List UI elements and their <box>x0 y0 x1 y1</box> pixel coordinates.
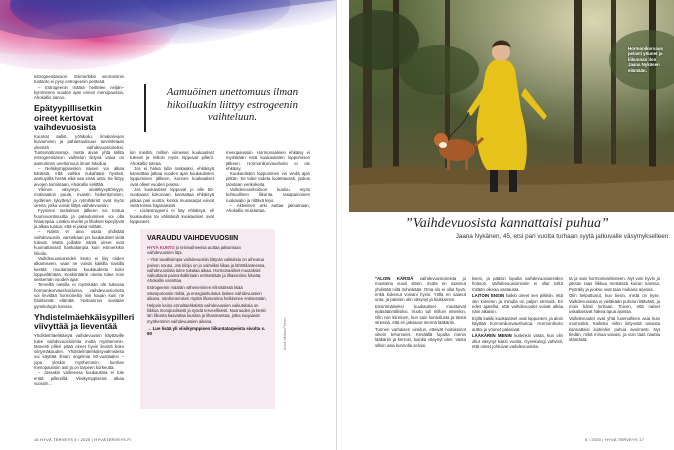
paragraph: – Jossakin vaiheessa kuukautisia ei tule enää pillereillä. Viisikymppisenä alkaa vuosiiin… <box>34 370 124 386</box>
paragraph <box>472 276 563 292</box>
photo-credit: Kuva: Miikka Pirinen <box>283 317 287 350</box>
paragraph-text: Ensimmäiseksi kuukautiset muuttuivat epäsäännöllisiksi. Vuoto tuli milloin mitenkin. Olin niin kiireinen, kun sain kuntoilusta ja töistä stressiä, että en jaksanut mennä lääkäriin. <box>375 303 466 325</box>
paragraph: Jos kuukautiset loppuvat jo alle 50-vuotiaana kokonaan, kannattaa ehkäisyä jatkaa pari vuotta, koska munasarjat voivat vielä toimia hajanaisesti. <box>130 187 214 208</box>
right-column-1 <box>375 276 466 349</box>
paragraph <box>375 304 466 325</box>
paragraph <box>569 276 660 292</box>
pull-quote: Aamuöinen unettomuus ilman hikoiluakin liittyy estrogeenin vaihteluun. <box>166 86 299 123</box>
paragraph-text: Eiyllä kaikki kuukautiset ovat loppuneet, ja aloin käyttää hormonikorvaushoitoa. Hormonihoito auttoi ja yöunet palasivat. <box>472 316 563 332</box>
paragraph-text: kseni, ja pääsin lopulta vaihdevuosioireiden hoitoon. Vaihdevuosioireisiin ei ollut tullut mitään oikeaa vastausta. <box>472 276 563 292</box>
paragraph-text: Tunnen varhaisen oireilun, etteivät hoitokeinot oikein tehonneet. Keväällä lopulta menin lääkäriin ja kerroin, kuinka väsynyt olen. Vasta silloin asia kunnolla selvisi. <box>375 326 466 348</box>
lead-in: ”ALOIN KÄRSIÄ <box>375 276 414 281</box>
pullquote-rule <box>144 84 146 132</box>
photo-caption: Hormonikorvaus pelasti yöunet ja liikunnan ilon Jaana Nykäsen elämään. <box>628 46 663 73</box>
paragraph: Kuukautisten loppuminen voi viedä ajan pitkän. Se tulee todeta luotettavasti, joskus tarvitaan verikokeita. <box>226 171 310 187</box>
paragraph: Kuumat aallot, yöhikoilu, limakalvojen kuivuminen ja pahantuulisuus tunnistetaan yleensä vaihdevuosioireiksi. Tuntemattomampi, mutta aivan yhtä tallita estrogeenitason vaihtelun liittyvä vaiva on aamuöinen unettomuus ilman hikoilua. <box>34 134 124 166</box>
paragraph-text: Vaihdevuodet ovat yhtä luonnollinen asia kuin murrosikä. Kaikista niihin liittyvistä asioista kannattaisi kuitenkin puhua avoimesti. Nyt tiedän, mikä minua vaivasi, ja voin taas nauttia elämästä. <box>569 316 660 343</box>
fact-box-paragraph: – Yksi tavallisimpia vaihdevuosiin liittyviä valituksia on aiheutua painon nousu. Jos kiloja on jo valmiiksi liikaa ja lähtötilanteessa, vaihdevuosista tulee tukalaa aikaa. Hormonaaliset muutokset vaikuttavat painonhallintaan entisestään ja lihasvoima häviää, Ahokallio varoittaa. <box>147 257 266 284</box>
body-column-2 <box>130 150 214 224</box>
right-column-3 <box>569 276 660 344</box>
article-headline: ”Vaihdevuosista kannattaisi puhua” <box>405 216 609 231</box>
paragraph <box>472 333 563 349</box>
article-subhead: Jaana Nykänen, 45, etsi pari vuotta turhaan syytä jatkuvalle väsymykselleen. <box>455 233 670 240</box>
paragraph: – Estrogeenin määrä heittelee neljän–kymmenen vuoden ajan ennen menopaussia, Ahokallio sanoo. <box>34 84 124 101</box>
paragraph: Yhdistelmäehkäisyä vaihdevuosiin käyttäville tulee vaihdevuosioireita mutta myöhemmin. Monesti pilleri pitää oireet hyvin lievinä koko siirtymäkauden. Yhdistelmäehkäisyvalmisteita voi käyttää ilman ongelmia 50-vuotiaaksi – jopa ylöskin myöhemmin, kunhan menopaussiin asti ja on tarpeen korkeutta. <box>34 333 124 371</box>
paragraph: – Aktiivinen arki auttaa jaksamaan, Ahokallio muistuttaa. <box>226 202 310 214</box>
paragraph: – Lisäestrogeeni ei käy ehkäisyä, eli kuukautisia tai välinäisiä kuukautiset ovat loppuneet. <box>130 208 214 224</box>
body-column-3 <box>226 150 310 214</box>
lead-in: LÄÄKÄRIIN MENIN <box>472 333 512 339</box>
paragraph-text: kuitenkin vasta, kun olin ollut väsynyt kaksi vuotta. Gynekologi vahvisti, että oireet johtuivat vaihdevuosista. <box>472 333 563 350</box>
paragraph <box>375 327 466 348</box>
paragraph <box>569 293 660 314</box>
fact-box-paragraph <box>147 245 268 255</box>
footer-left: 16 HYVÄ TERVEYS 5 / 2020 | HYVÄTERVEYS.FI <box>34 437 132 442</box>
subheading-pill: Yhdistelmäehkäisypilleri viivyttää ja lieventää <box>34 311 135 332</box>
fact-box-paragraph: Estrogeenin määrän väheneminen elimistössä lisää osteoporoosin riskiä, ja energiankulutus laskee vaihdevuosien aikana. Vanhenemisen myötä lihasvoima heikkenee entisestään. <box>147 285 267 301</box>
footer-right: 5 / 2020 | HYVÄ TERVEYS 17 <box>584 437 644 442</box>
paragraph-text: tä ja sain hormonivalmisteen. Nyt voin hyvin ja jaksan taas liikkua metsässä koiran kanssa. Pyöräily ja juoksu ovat taas mukana arjessa. <box>569 276 660 292</box>
lead-in: LAITOIN ENSIN <box>472 293 505 299</box>
paragraph: menopaussiin. Hormonaalinen ehkäisy ei myöskään estä kuukautisten loppumisen jälkeen. Hormonikorvaushoito ei ole ehkäisy. <box>226 150 310 171</box>
right-column-2 <box>472 276 563 351</box>
paragraph: – Nämä ei aina osata yhdistää vaihdevuosiin, varsinkaan jos kuukautiset vielä tulevat. Mutta joillakin nämä oireet ovat huomattavasti hankalampia kuin esimerkiksi hikoilu. <box>34 229 124 256</box>
fact-box <box>140 229 275 409</box>
paragraph: Vaihdevuosioireiden kesto ei liity niiden alkamiseen, vaan ne voivat kaikilla naisilla kestää muutamasta kuukaudesta koko loppuelämään. Keskimäärin oireita tulee noin seitsemän vuoden ajan. <box>34 255 124 283</box>
paragraph-text: vaihdevuosioireista jo muutama vuosi sitten, mutta en osannut yhdistää niitä mihinkään. Oma olo ei ollut hyvä, enkä kokenut voivani hyvin. Yöllä en saanut unta, ja päivisin olin väsynyt ja kiukkuinen. <box>375 276 466 303</box>
hero-photo <box>349 0 674 212</box>
body-column-1 <box>34 74 135 386</box>
paragraph: Vaihdevuosihoitoon kuuluu myös kohtuullinen liikunta, tasapainoinen ruokavalio ja riittävä lepo. <box>226 187 310 203</box>
paragraph: Jos ei halua tulla raskaaksi, ehkäisyä kannattaa jatkaa vuoden ajan kuukautisten loppumisen jälkeen, kunnes kuukautiset ovat olleet vuoden poissa. <box>130 165 214 187</box>
paragraph <box>569 316 660 342</box>
paragraph: Yleinen väsymys, aloitekyvyttömyys, motivaation puute, muistin heikentyminen, sydämen tykyttelyt ja rytmihäiriöt ovat myös oireita, jotka voivat liittyä vaihdevuosiin. <box>34 187 124 208</box>
paragraph: – Neliskymppisenkin naisen voi alkaa käräistä, että vaihka nukahtaisi hyvästi, aamuyöllä herää eikä saa enää unta. Se liittyy aivojen toimintaan, Ahokallio selittää. <box>34 165 124 187</box>
paragraph-text: Olin helpottunut, kun tiesin, mistä on kyse. Vaihdevuosista ei vieläkään puhuta riittävästi, ja moni kärsii turhaan. Toivon, että naiset uskaltaisivat hakea apua ajoissa. <box>569 293 660 315</box>
paragraph <box>375 276 466 302</box>
fact-box-kicker: HYVÄ KUNTO <box>147 245 175 250</box>
fact-box-paragraph: Helpoin keino ennaltaehkäistä vaihdevuosien vaikutuksia on liikkua monipuolisesti ja syödä terveellisesti. Nuoruuden ja keski-iän liikunta kasvattaa luustoa ja lihasmassaa, jotka suojaavat myöhemmin vaihdevuosien aikana. <box>147 303 267 324</box>
fact-box-reference: → Lue lisää yli viisikymppisen liikuntatarpeista sivulta s. 60 <box>147 325 266 337</box>
paragraph-text: kaikki oireet sen piikkiin, että olin kiireinen ja minulla on paljon stressiä. En edes ajatellut, että vaihdevuodet voivat alkaa näin aikaisin. <box>472 293 563 315</box>
subheading-symptoms: Epätyypillisetkin oireet kertovat vaihdevuosista <box>34 103 102 132</box>
fact-box-text: jo teinivaiheessa auttaa jaksamaan vaihdevuosien läpi. <box>147 245 241 256</box>
paragraph: Fyysinen rasituksen jälkeen voi tuntua huonovointisuutta ja palautuminen voi olla hitaampaa. Lisäksi nivelet ja lihakset kipeytyvät ja alkaa tuntua, että ei jaksa mitään. <box>34 208 124 230</box>
paragraph <box>472 316 563 332</box>
paragraph: estrogeenitasoon. Esimerkiksi serotoniinin tuotanto ei pysy estrogeenin perässä. <box>34 74 124 85</box>
paragraph: kin miettiä, milloin viimeiset kuukautiset tulevat ja milloin myös loppuvat pillerit. Ahokallio toteaa. <box>130 150 214 166</box>
fact-box-title: VARAUDU VAIHDEVUOSIIN <box>147 235 239 242</box>
paragraph <box>472 293 563 314</box>
paragraph: Terveillä naisilla ei myöskään ole tukevaa hormonikorvaushoidossa, vaihdevuosioireita voi lievittää hormoneilla niin kauan kuin ne häiritsevät elämää. Hoitoannos sovitaan gynekologin kanssa. <box>34 282 124 309</box>
